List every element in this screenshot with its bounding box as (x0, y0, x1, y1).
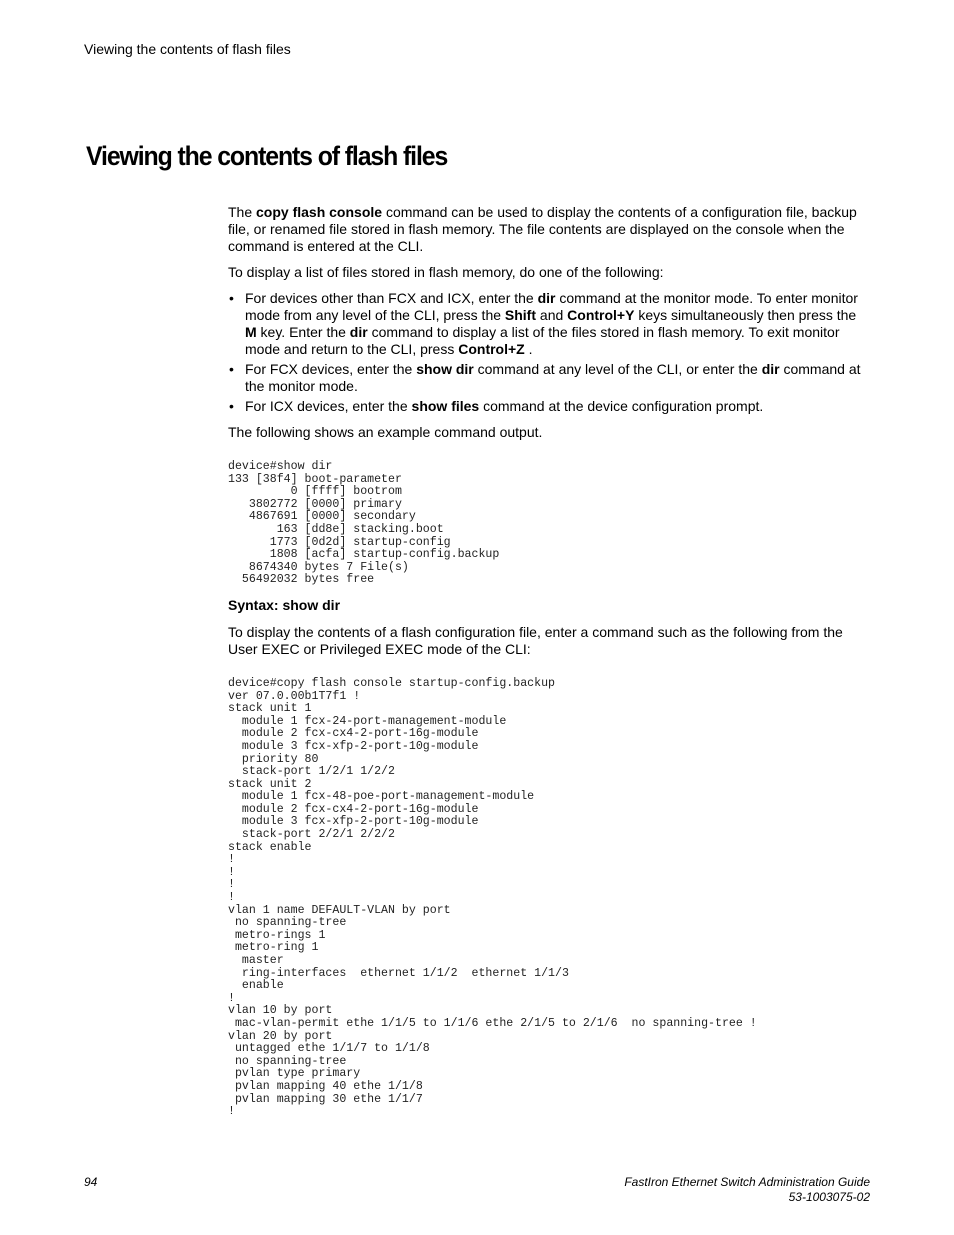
key-name: Control+Y (567, 307, 635, 323)
key-name: Shift (504, 307, 537, 323)
command-name: copy flash console (256, 204, 383, 220)
syntax-line: Syntax: show dir (228, 596, 341, 613)
list-intro-paragraph: To display a list of files stored in flash memory, do one of the following: (228, 264, 664, 280)
text: command at any level of the CLI, or enter the (473, 361, 762, 377)
text: command at the device configuration prompt. (479, 398, 764, 414)
text: . (524, 341, 533, 357)
text: For FCX devices, enter the (245, 361, 417, 377)
page-number: 94 (84, 1175, 98, 1189)
page-title: Viewing the contents of flash files (86, 141, 448, 171)
doc-number: 53-1003075-02 (788, 1190, 870, 1204)
config-intro-paragraph: To display the contents of a flash configuration file, enter a command such as the following from the User EXEC or Privileged EXEC mode of the CLI: (228, 623, 843, 657)
text: For ICX devices, enter the (245, 398, 412, 414)
bullet-list (228, 290, 870, 415)
running-header: Viewing the contents of flash files (84, 41, 291, 57)
text: command to display a list of the files stored in flash memory. To exit monitor mode and return to the CLI, press (245, 324, 840, 357)
text: command at the monitor mode. To enter monitor mode from any level of the CLI, press the (245, 290, 858, 323)
list-item (228, 398, 870, 415)
command-name: dir (537, 290, 556, 306)
key-name: M (245, 324, 257, 340)
bullet-icon: • (229, 398, 234, 414)
code-block-copy-flash: device#copy flash console startup-config.backup ver 07.0.00b1T7f1 ! stack unit 1 module 1 fcx-24-port-management-module module 2 fcx-cx4-2-port-16g-module module 3 fcx-xfp-2-port-10g-module priority 80 stack-port 1/2/1 1/2/2 stack unit 2 module 1 fcx-48-poe-port-management-module module 2 fcx-cx4-2-port-16g-module module 3 fcx-xfp-2-port-10g-module stack-port 2/2/1 2/2/2 stack enable ! ! ! ! vlan 1 name DEFAULT-VLAN by port no spanning-tree metro-rings 1 metro-ring 1 master ring-interfaces ethernet 1/1/2 ethernet 1/1/3 enable ! vlan 10 by port mac-vlan-permit ethe 1/1/5 to 1/1/6 ethe 2/1/5 to 2/1/6 no spanning-tree ! vlan 20 by port untagged ethe 1/1/7 to 1/1/8 no spanning-tree pvlan type primary pvlan mapping 40 ethe 1/1/8 pvlan mapping 30 ethe 1/1/7 ! (228, 676, 757, 1119)
text: The (228, 204, 257, 220)
command-name: dir (349, 324, 368, 340)
bullet-icon: • (229, 290, 234, 306)
intro-paragraph (228, 204, 870, 255)
key-name: Control+Z (458, 341, 525, 357)
body-content (228, 204, 870, 1119)
footer-doc-info (624, 1175, 870, 1205)
text: and (536, 307, 568, 323)
command-name: show dir (416, 361, 474, 377)
text: keys simultaneously then press the (634, 307, 857, 323)
command-name: dir (761, 361, 780, 377)
list-item (228, 290, 870, 358)
doc-title: FastIron Ethernet Switch Administration Guide (624, 1175, 870, 1189)
command-name: show files (411, 398, 480, 414)
code-block-show-dir: device#show dir 133 [38f4] boot-parameter 0 [ffff] bootrom 3802772 [0000] primary 4867691 [0000] secondary 163 [dd8e] stacking.boot 1773 [0d2d] startup-config 1808 [acfa] startup-config.backup 8674340 bytes 7 File(s) 56492032 bytes free (228, 460, 500, 587)
list-item (228, 361, 870, 395)
text: command at the monitor mode. (245, 361, 861, 394)
text: key. Enter the (256, 324, 350, 340)
text: command can be used to display the contents of a configuration file, backup file, or renamed file stored in flash memory. The file contents are displayed on the console when the command is entered at the CLI. (228, 204, 857, 254)
text: For devices other than FCX and ICX, enter the (245, 290, 538, 306)
example-intro-paragraph: The following shows an example command output. (228, 424, 543, 440)
bullet-icon: • (229, 361, 234, 377)
